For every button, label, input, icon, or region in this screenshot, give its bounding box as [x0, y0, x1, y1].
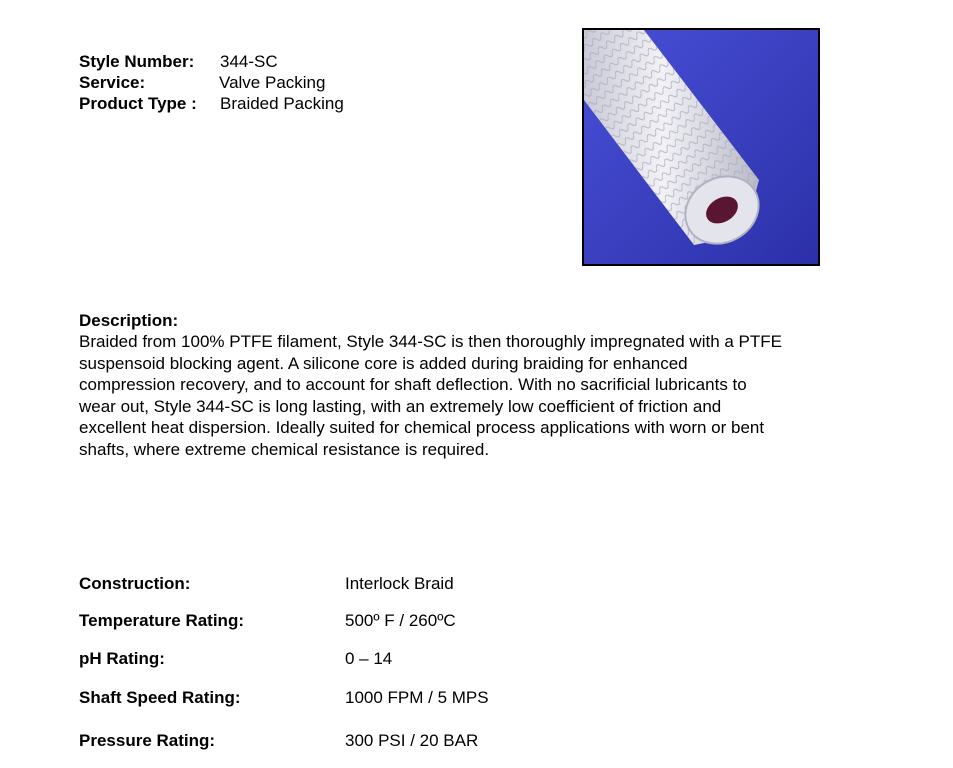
spec-row-temperature	[79, 610, 779, 632]
product-photo	[582, 28, 820, 266]
description-line: excellent heat dispersion. Ideally suited for chemical process applications with worn or bent	[79, 418, 765, 437]
service-value: Valve Packing	[219, 73, 326, 92]
style-number-value: 344-SC	[220, 52, 278, 71]
spec-label: Temperature Rating:	[79, 611, 244, 630]
spec-row-pressure	[79, 730, 779, 752]
spec-label: Shaft Speed Rating:	[79, 688, 241, 707]
spec-value: 1000 FPM / 5 MPS	[345, 688, 489, 707]
description-line: suspensoid blocking agent. A silicone core is added during braiding for enhanced	[79, 353, 688, 373]
spec-value: Interlock Braid	[345, 574, 454, 593]
spec-value: 300 PSI / 20 BAR	[345, 731, 479, 750]
description-line: compression recovery, and to account for shaft deflection. With no sacrificial lubricants to	[79, 375, 747, 394]
description-heading: Description:	[79, 311, 179, 330]
spec-label: Construction:	[79, 574, 191, 593]
braided-packing-image	[584, 30, 818, 264]
spec-value: 0 – 14	[345, 649, 393, 668]
spec-value: 500º F / 260ºC	[345, 611, 456, 630]
description-line: Braided from 100% PTFE filament, Style 344-SC is then thoroughly impregnated with a PTFE	[79, 332, 782, 351]
spec-label: pH Rating:	[79, 649, 165, 668]
service-label: Service:	[79, 73, 146, 92]
style-number-label: Style Number:	[79, 52, 195, 71]
product-type-label: Product Type :	[79, 94, 197, 113]
spec-label: Pressure Rating:	[79, 731, 216, 750]
description-line: wear out, Style 344-SC is long lasting, with an extremely low coefficient of friction and	[79, 396, 722, 416]
product-type-value: Braided Packing	[220, 94, 344, 113]
description-text	[79, 331, 859, 460]
spec-row-construction	[79, 573, 779, 595]
description-line: shafts, where extreme chemical resistance is required.	[79, 439, 490, 459]
spec-row-ph	[79, 648, 779, 670]
spec-row-shaft-speed	[79, 687, 779, 709]
